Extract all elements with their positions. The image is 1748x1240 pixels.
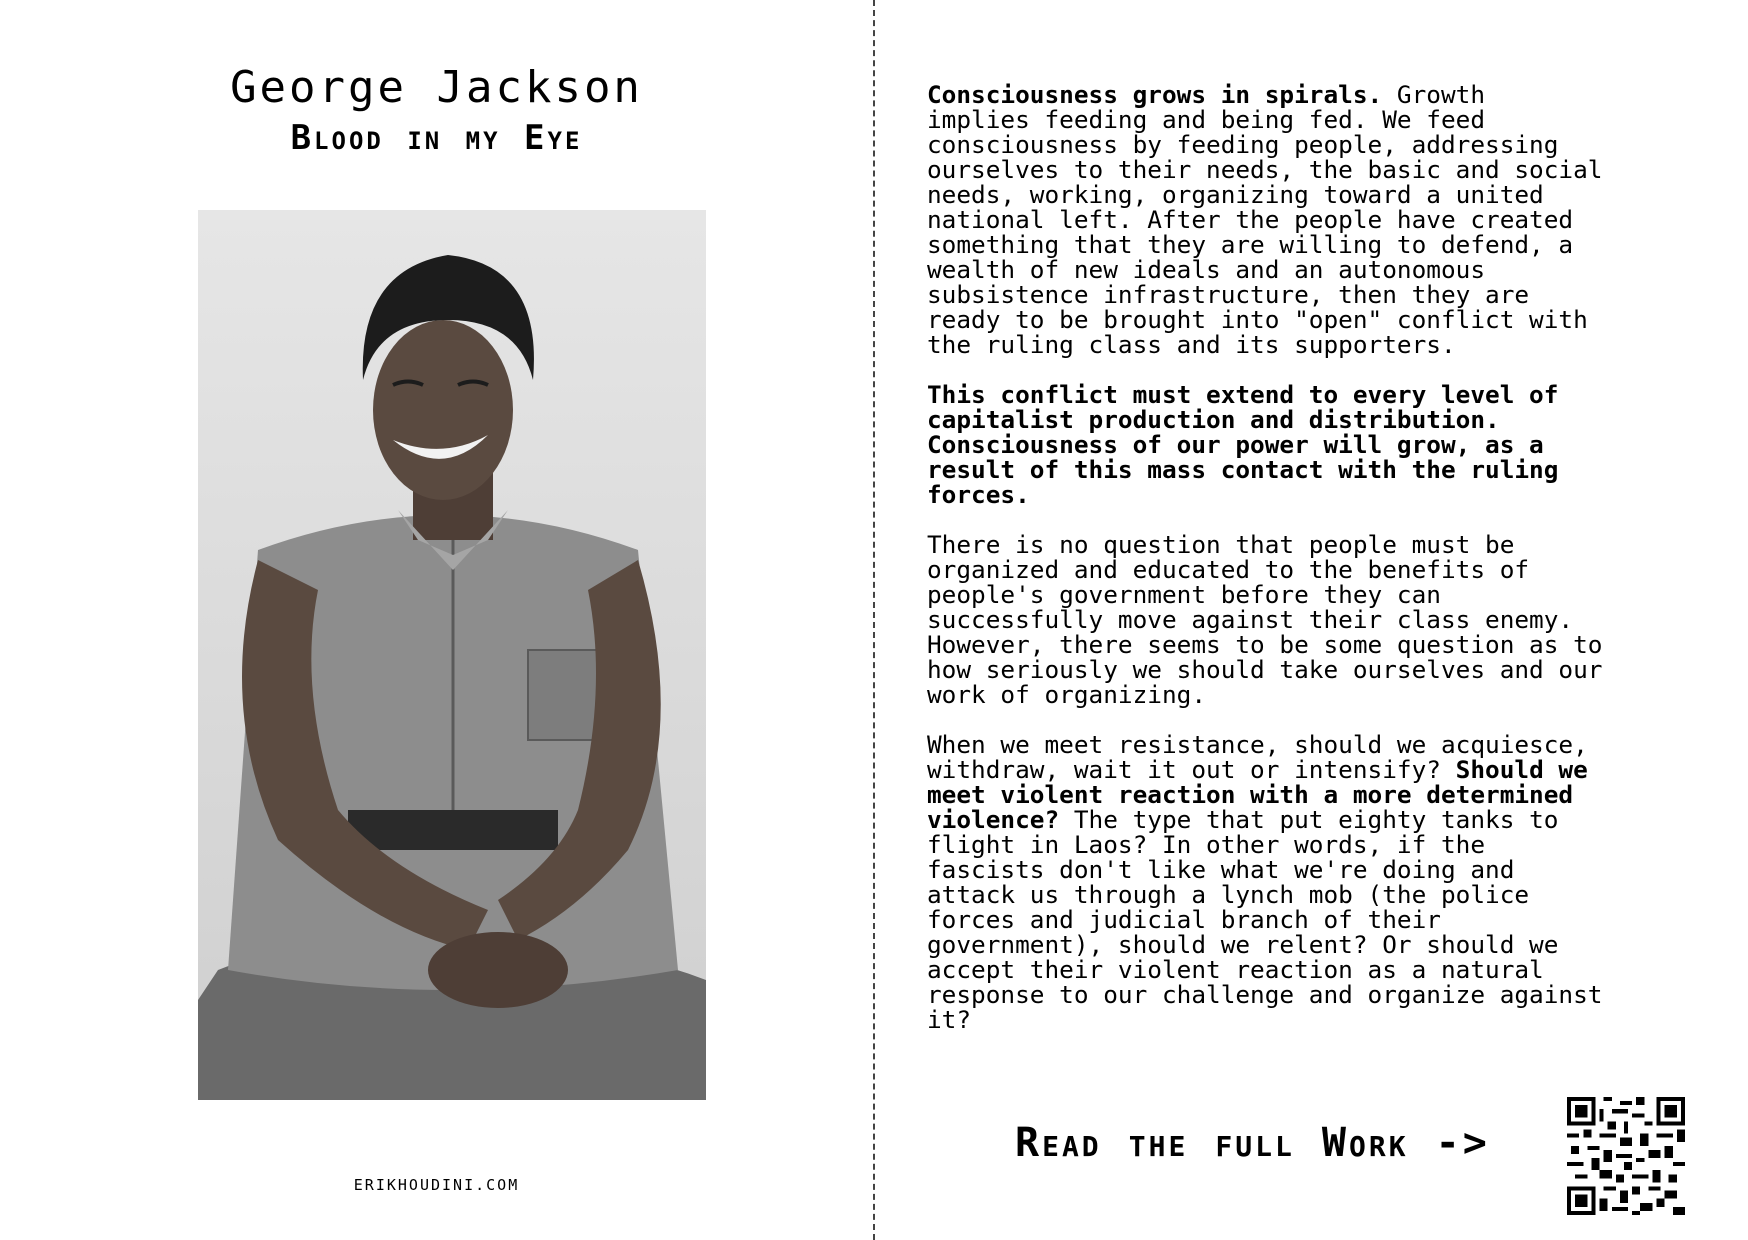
paragraph-4-body: The type that put eighty tanks to flight in Laos? In other words, if the fascists don't like what we're doing and attack us through a lynch mob (the police forces and judicial branch of their government), should we relent? Or should we accept their violent reaction as a natural response to our challenge and organize against it? (927, 805, 1603, 1034)
quote-text (927, 82, 1687, 1057)
paragraph-1 (927, 82, 1687, 357)
author-photo (198, 210, 706, 1100)
fold-divider (873, 0, 875, 1240)
book-title: Blood in my Eye (290, 118, 583, 158)
cover-panel (0, 0, 873, 1240)
author-name: George Jackson (230, 62, 643, 113)
paragraph-2: This conflict must extend to every level of capitalist production and distribution. Consciousness of our power will grow, as a result of this mass contact with the ruling forces. (927, 380, 1559, 509)
paragraph-4-emphasis: Should we meet violent reaction with a more determined violence? (927, 755, 1588, 834)
read-full-work-link[interactable]: Read the full Work -> (1015, 1120, 1490, 1166)
portrait-image (198, 210, 706, 1100)
website-footer: ERIKHOUDINI.COM (353, 1176, 520, 1194)
paragraph-1-body: Growth implies feeding and being fed. We feed consciousness by feeding people, addressing ourselves to their needs, the basic and social needs, working, organizing toward a united national left. After the people have created something that they are willing to defend, a wealth of new ideals and an autonomous subsistence infrastructure, then they are ready to be brought into "open" conflict with the ruling class and its supporters. (927, 80, 1603, 359)
paragraph-3: There is no question that people must be organized and educated to the benefits of people's government before they can successfully move against their class enemy. However, there seems to be some question as to how seriously we should take ourselves and our work of organizing. (927, 530, 1603, 709)
paragraph-4-intro: When we meet resistance, should we acquiesce, withdraw, wait it out or intensify? (927, 730, 1588, 784)
paragraph-4 (927, 732, 1687, 1032)
qr-code-icon[interactable] (1567, 1097, 1685, 1215)
paragraph-1-lead: Consciousness grows in spirals. (927, 80, 1383, 109)
